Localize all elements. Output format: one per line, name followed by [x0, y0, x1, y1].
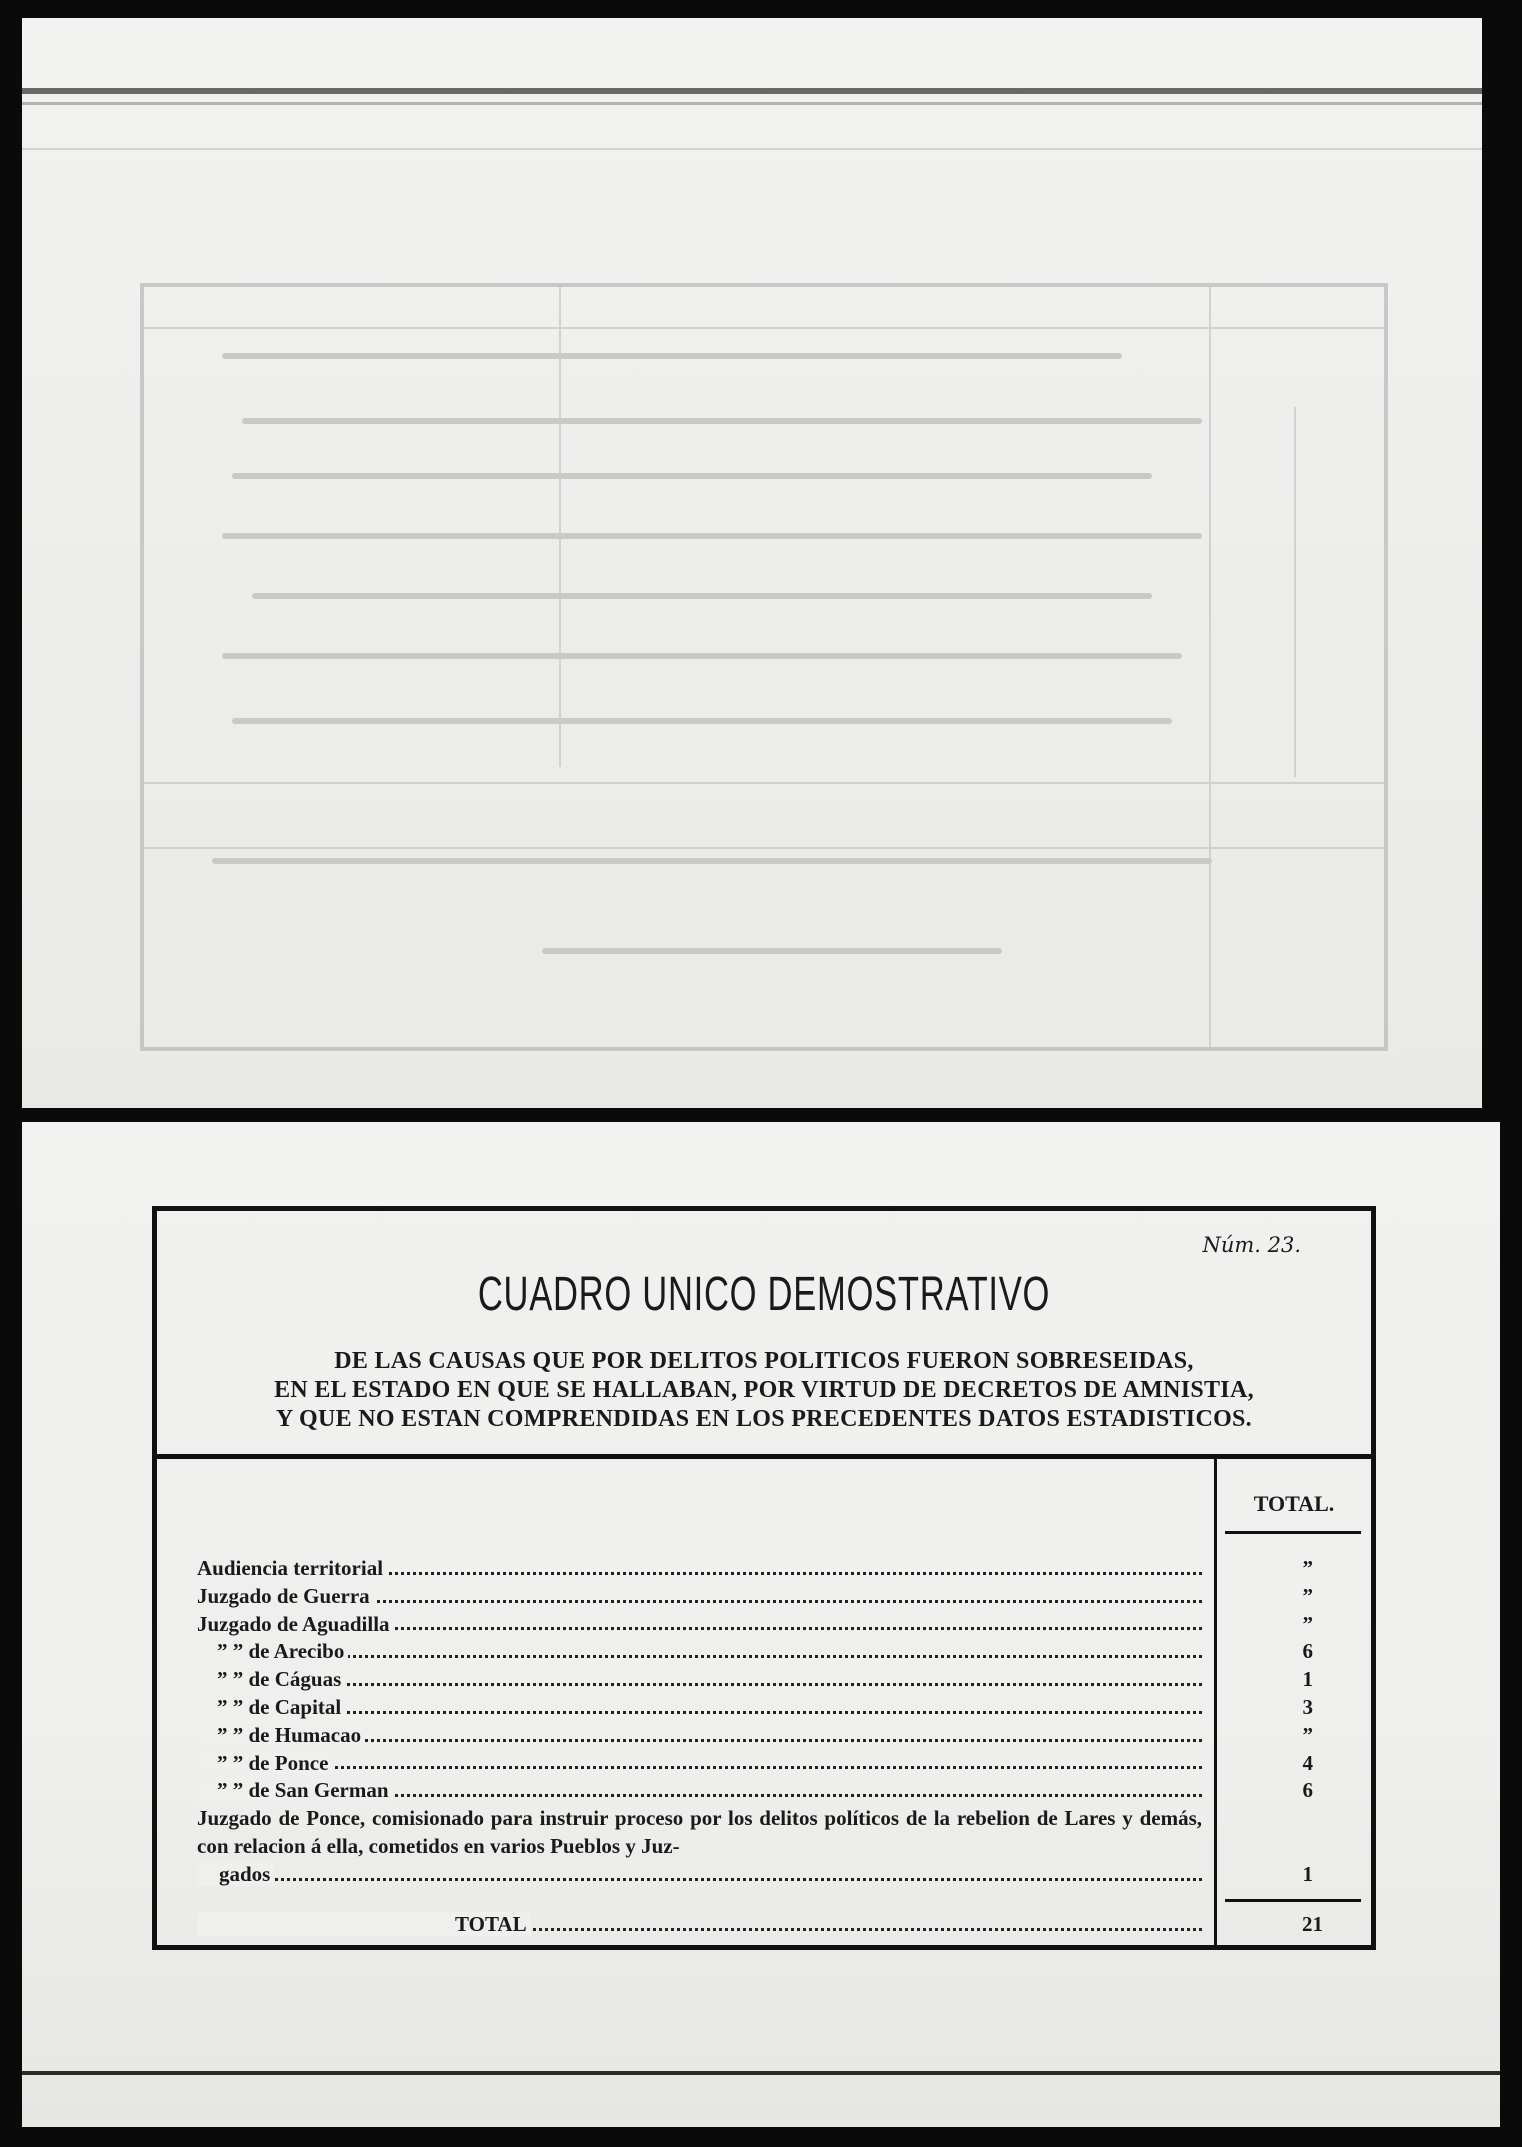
- page-number: Núm. 23.: [1202, 1233, 1301, 1257]
- header-rule: [1225, 1531, 1361, 1534]
- bleedthrough-text: [232, 718, 1172, 724]
- row-label: Audiencia territorial: [197, 1556, 387, 1580]
- table-row: [197, 1776, 1202, 1804]
- row-label: Juzgado de Guerra: [197, 1584, 374, 1608]
- row-labels: [197, 1554, 1202, 1888]
- sum-rule: [1225, 1899, 1361, 1902]
- grand-total-label: TOTAL: [197, 1912, 531, 1936]
- bleedthrough-text: [222, 353, 1122, 359]
- table-row: [197, 1721, 1202, 1749]
- table-row-long: [197, 1804, 1202, 1888]
- document-page: [22, 1122, 1500, 2127]
- page-edge-line: [22, 148, 1482, 150]
- bleedthrough-text: [212, 858, 1212, 864]
- page-edge-line: [22, 88, 1482, 94]
- row-label: ” ” de Humacao: [197, 1723, 365, 1747]
- row-value: 6: [1302, 1639, 1313, 1664]
- total-column-header: TOTAL.: [1253, 1491, 1335, 1516]
- bleedthrough-text: [542, 948, 1002, 954]
- bleedthrough-text: [222, 533, 1202, 539]
- table-row: [197, 1693, 1202, 1721]
- row-value: 3: [1302, 1694, 1313, 1719]
- row-value: 1: [1302, 1862, 1313, 1887]
- table-body: [157, 1459, 1371, 1945]
- row-label-continuation: gados: [197, 1862, 274, 1886]
- row-value: 6: [1302, 1778, 1313, 1803]
- row-label: ” ” de Arecibo: [197, 1639, 348, 1663]
- table-row: [197, 1554, 1202, 1582]
- document-title: CUADRO UNICO DEMOSTRATIVO: [477, 1268, 1051, 1321]
- page-edge-line: [22, 102, 1482, 105]
- table-frame: [152, 1206, 1376, 1950]
- bleedthrough-text: [222, 653, 1182, 659]
- grand-total-value: 21: [1302, 1912, 1323, 1936]
- row-value: ”: [1302, 1583, 1313, 1608]
- row-value: 4: [1302, 1750, 1313, 1775]
- bleedthrough-text: [232, 473, 1152, 479]
- table-row: [197, 1610, 1202, 1638]
- grand-total-row: [197, 1909, 1371, 1939]
- table-row: [197, 1749, 1202, 1777]
- row-label: ” ” de Ponce: [197, 1751, 332, 1775]
- row-label: ” ” de Cáguas: [197, 1667, 345, 1691]
- row-value: ”: [1302, 1611, 1313, 1636]
- row-label: ” ” de San German: [197, 1778, 393, 1802]
- table-header: [157, 1211, 1371, 1459]
- document-subtitle: [161, 1347, 1367, 1434]
- subtitle-line: EN EL ESTADO EN QUE SE HALLABAN, POR VIRTUD DE DECRETOS DE AMNISTIA,: [274, 1377, 1254, 1403]
- total-values: [1217, 1554, 1371, 1888]
- row-label-long: Juzgado de Ponce, comisionado para instruir proceso por los delitos políticos de la rebelion de Lares y demás, con relacion á ella, cometidos en varios Pueblos y Juz-: [197, 1806, 1202, 1859]
- subtitle-line: DE LAS CAUSAS QUE POR DELITOS POLITICOS FUERON SOBRESEIDAS,: [334, 1348, 1194, 1374]
- row-label: ” ” de Capital: [197, 1695, 345, 1719]
- previous-page-bleedthrough: [22, 18, 1482, 1108]
- row-label: Juzgado de Aguadilla: [197, 1612, 394, 1636]
- bleedthrough-table: [140, 283, 1388, 1051]
- row-value: ”: [1302, 1556, 1313, 1580]
- row-value: 1: [1302, 1667, 1313, 1692]
- table-row: [197, 1582, 1202, 1610]
- table-row: [197, 1665, 1202, 1693]
- page-edge-line: [22, 2071, 1500, 2075]
- row-value: ”: [1302, 1722, 1313, 1747]
- bleedthrough-text: [242, 418, 1202, 424]
- subtitle-line: Y QUE NO ESTAN COMPRENDIDAS EN LOS PRECEDENTES DATOS ESTADISTICOS.: [275, 1406, 1252, 1432]
- bleedthrough-text: [252, 593, 1152, 599]
- table-row: [197, 1637, 1202, 1665]
